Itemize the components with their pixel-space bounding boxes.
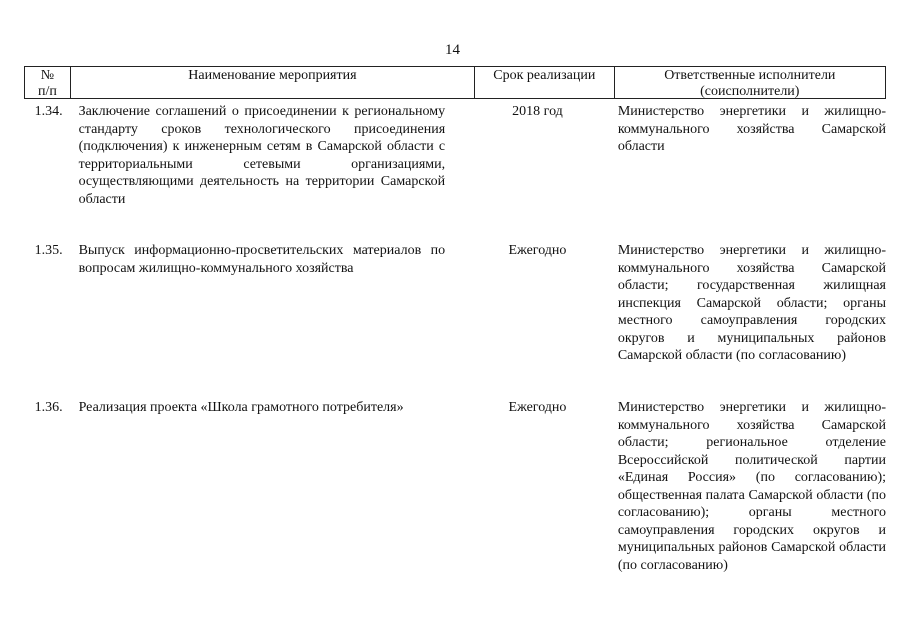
row-name: Выпуск информационно-просветительских материалов по вопросам жилищно-коммунального хозяйства	[78, 243, 446, 276]
page-number: 14	[445, 42, 460, 58]
table-row	[24, 103, 886, 208]
row-term: Ежегодно	[508, 243, 567, 258]
row-responsible: Министерство энергетики и жилищно-коммунального хозяйства Самарской области	[617, 104, 886, 154]
row-number: 1.35.	[34, 243, 63, 258]
row-term: Ежегодно	[508, 400, 567, 415]
header-name: Наименование мероприятия	[71, 67, 475, 98]
table-header	[24, 66, 886, 99]
row-number: 1.36.	[34, 400, 63, 415]
row-number: 1.34.	[34, 104, 63, 119]
header-resp-line1: Ответственные исполнители	[664, 68, 836, 83]
row-responsible: Министерство энергетики и жилищно-коммунального хозяйства Самарской области; государственная жилищная инспекция Самарской области; органы местного самоуправления городских округов и муниципальных районов Самарской области (по согласованию)	[617, 243, 886, 363]
table-row	[24, 399, 886, 574]
header-resp	[615, 67, 885, 98]
header-resp-line2: (соисполнители)	[700, 84, 800, 99]
table-row	[24, 242, 886, 365]
header-num	[25, 67, 71, 98]
header-num-line1: №	[40, 68, 55, 83]
row-name: Заключение соглашений о присоединении к региональному стандарту сроков технологического присоединения (подключения) к инженерным сетям в Самарской области с территориальными сетевыми организациями, осуществляющими деятельность на территории Самарской области	[78, 104, 446, 207]
header-num-line2: п/п	[38, 84, 57, 99]
row-responsible: Министерство энергетики и жилищно-коммунального хозяйства Самарской области; региональное отделение Всероссийской политической партии «Единая Россия» (по согласованию); общественная палата Самарской области (по согласованию); органы местного самоуправления городских округов и муниципальных районов Самарской области (по согласованию)	[617, 400, 886, 573]
header-term: Срок реализации	[475, 67, 615, 98]
row-term: 2018 год	[512, 104, 563, 119]
row-name: Реализация проекта «Школа грамотного потребителя»	[78, 400, 404, 415]
